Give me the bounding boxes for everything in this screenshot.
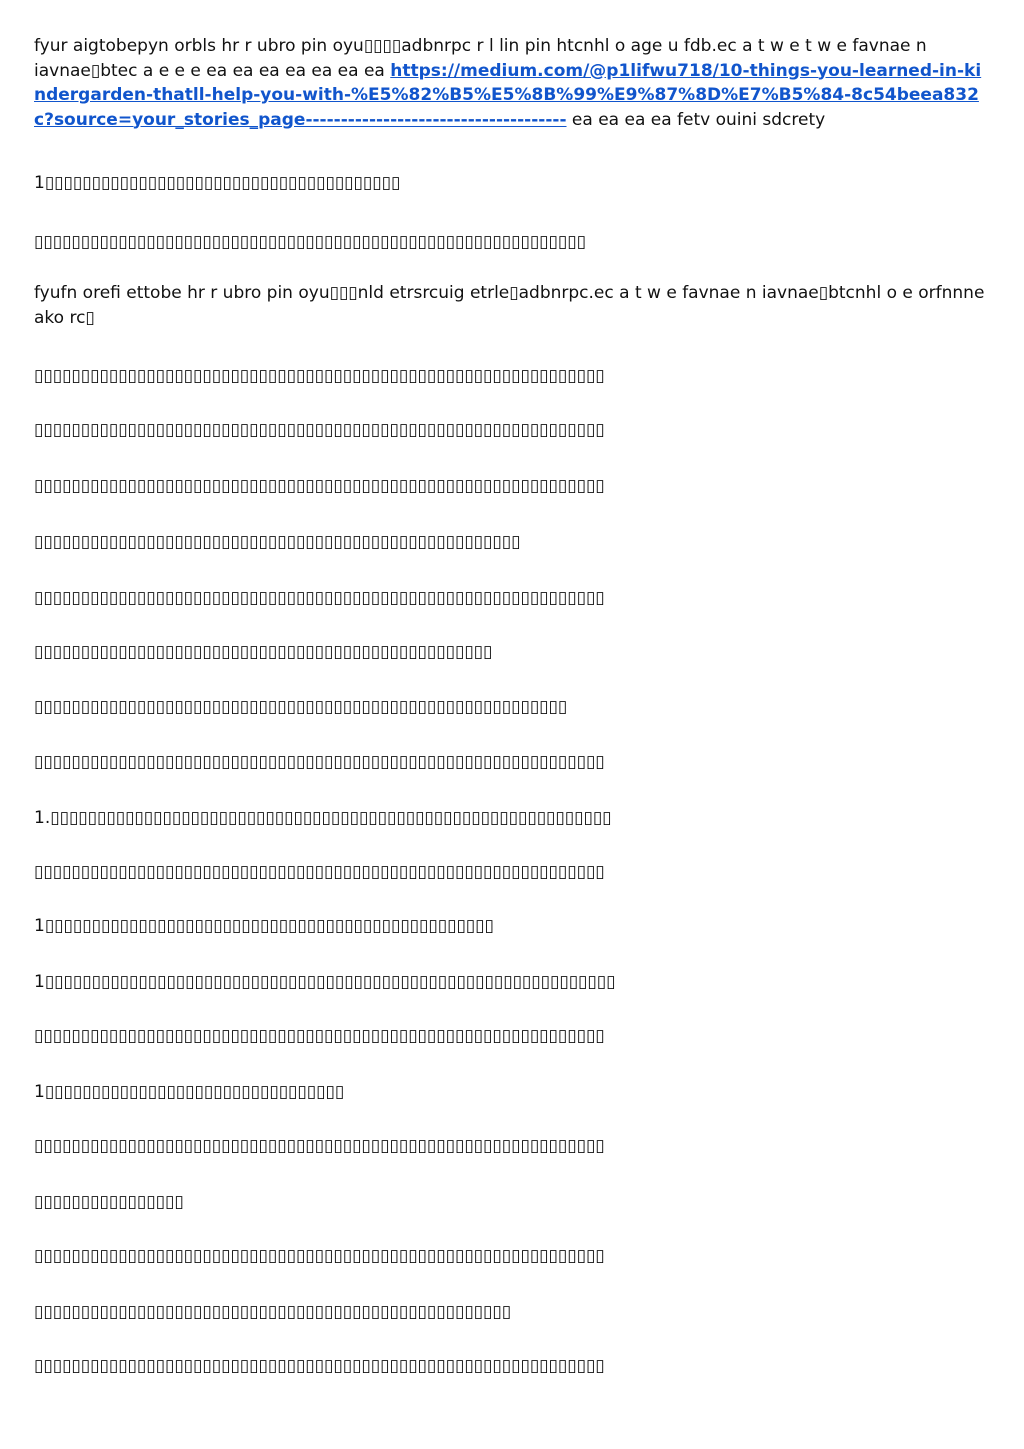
line-number: 1 bbox=[34, 972, 45, 992]
glyph-run: ▯▯▯▯▯▯▯▯▯▯▯▯▯▯▯▯▯▯▯▯▯▯▯▯▯▯▯▯▯▯▯▯▯▯▯▯▯▯▯▯▯▯▯▯▯▯▯▯▯▯▯▯▯▯▯▯▯▯▯▯ bbox=[50, 808, 612, 828]
glyph-run: ▯▯▯▯▯▯▯▯▯▯▯▯▯▯▯▯▯▯▯▯▯▯▯▯▯▯▯▯▯▯▯▯▯▯▯▯▯▯▯▯▯▯▯▯▯▯▯▯▯▯▯▯▯▯▯▯▯▯▯▯▯ bbox=[44, 972, 616, 992]
glyph-line bbox=[34, 230, 989, 254]
glyph-run: ▯▯▯▯▯▯▯▯▯▯▯▯▯▯▯▯▯▯▯▯▯▯▯▯▯▯▯▯▯▯▯▯▯▯▯▯▯▯▯▯▯▯▯▯▯▯▯▯▯▯▯▯▯▯▯▯▯▯▯▯▯ bbox=[34, 752, 605, 772]
glyph-run: ▯▯▯▯▯▯▯▯▯▯▯▯▯▯▯▯ bbox=[34, 1192, 184, 1212]
document-body bbox=[34, 34, 989, 132]
intro-trailing-text: ea ea ea ea fetv ouini sdcrety bbox=[566, 109, 826, 130]
glyph-run: ▯▯▯▯▯▯▯▯▯▯▯▯▯▯▯▯▯▯▯▯▯▯▯▯▯▯▯▯▯▯▯▯▯▯▯▯▯▯▯▯▯▯▯▯▯▯▯▯▯ bbox=[34, 642, 493, 662]
glyph-run: ▯▯▯▯▯▯▯▯▯▯▯▯▯▯▯▯▯▯▯▯▯▯▯▯▯▯▯▯▯▯▯▯▯▯▯▯▯▯▯▯▯▯▯▯▯▯▯▯▯▯▯▯▯▯▯▯▯▯▯▯▯ bbox=[34, 1026, 605, 1046]
glyph-line bbox=[34, 806, 989, 830]
glyph-run: ▯▯▯▯▯▯▯▯▯▯▯▯▯▯▯▯▯▯▯▯▯▯▯▯▯▯▯▯▯▯▯▯▯▯▯▯▯▯▯▯▯▯▯▯▯▯▯▯▯▯▯▯▯▯▯▯▯▯▯▯▯ bbox=[34, 420, 605, 440]
glyph-line bbox=[34, 418, 989, 442]
glyph-line bbox=[34, 530, 989, 554]
intro-text: fyur aigtobepyn orbls hr r ubro pin oyu▯▯▯▯adbnrpc r l lin pin htcnhl o age u fdb.ec a t w e t w e favnae n iavnae▯btec a e e e ea ea ea ea ea ea ea bbox=[34, 36, 927, 81]
glyph-run: ▯▯▯▯▯▯▯▯▯▯▯▯▯▯▯▯▯▯▯▯▯▯▯▯▯▯▯▯▯▯▯▯▯▯▯▯▯▯▯▯▯▯▯▯▯▯▯▯▯▯▯▯▯▯▯▯▯▯▯ bbox=[34, 232, 586, 252]
second-paragraph: fyufn orefi ettobe hr r ubro pin oyu▯▯▯nld etrsrcuig etrle▯adbnrpc.ec a t w e favnae n iavnae▯btcnhl o e orfnnne ako rc▯ bbox=[34, 283, 985, 328]
glyph-run: ▯▯▯▯▯▯▯▯▯▯▯▯▯▯▯▯▯▯▯▯▯▯▯▯▯▯▯▯▯▯▯▯▯▯▯▯▯▯▯▯▯▯▯▯▯▯▯▯▯▯▯▯▯▯▯▯▯▯▯▯▯ bbox=[34, 1356, 605, 1376]
glyph-line bbox=[34, 750, 989, 774]
medium-link[interactable]: https://medium.com/@p1lifwu718/10-things-you-learned-in-kindergarden-thatll-help-you-with-%E5%82%B5%E5%8B%99%E9%87%8D%E7%B5%84-8c54beea832c?source=your_stories_page------------------------------------- bbox=[34, 60, 982, 130]
glyph-run: ▯▯▯▯▯▯▯▯▯▯▯▯▯▯▯▯▯▯▯▯▯▯▯▯▯▯▯▯▯▯▯▯▯▯▯▯▯▯▯▯▯▯▯▯▯▯▯▯ bbox=[44, 916, 494, 936]
glyph-run: ▯▯▯▯▯▯▯▯▯▯▯▯▯▯▯▯▯▯▯▯▯▯▯▯▯▯▯▯▯▯▯▯▯▯▯▯▯▯▯▯▯▯▯▯▯▯▯▯▯▯▯▯▯▯▯▯▯ bbox=[34, 697, 568, 717]
line-number: 1 bbox=[34, 916, 45, 936]
line-number: 1. bbox=[34, 808, 51, 828]
glyph-run: ▯▯▯▯▯▯▯▯▯▯▯▯▯▯▯▯▯▯▯▯▯▯▯▯▯▯▯▯▯▯▯▯▯▯▯▯▯▯▯▯▯▯▯▯▯▯▯▯▯▯▯ bbox=[34, 1302, 512, 1322]
glyph-line bbox=[34, 1134, 989, 1158]
glyph-run: ▯▯▯▯▯▯▯▯▯▯▯▯▯▯▯▯▯▯▯▯▯▯▯▯▯▯▯▯▯▯▯▯▯▯▯▯▯▯▯▯▯▯▯▯▯▯▯▯▯▯▯▯▯▯▯▯▯▯▯▯▯ bbox=[34, 588, 605, 608]
glyph-run: ▯▯▯▯▯▯▯▯▯▯▯▯▯▯▯▯▯▯▯▯▯▯▯▯▯▯▯▯▯▯▯▯▯▯▯▯▯▯▯▯▯▯▯▯▯▯▯▯▯▯▯▯▯▯▯▯▯▯▯▯▯ bbox=[34, 366, 605, 386]
glyph-line bbox=[34, 914, 989, 938]
glyph-run: ▯▯▯▯▯▯▯▯▯▯▯▯▯▯▯▯▯▯▯▯▯▯▯▯▯▯▯▯▯▯▯▯▯▯▯▯▯▯▯▯▯▯▯▯▯▯▯▯▯▯▯▯▯▯▯▯▯▯▯▯▯ bbox=[34, 476, 605, 496]
glyph-line bbox=[34, 640, 989, 664]
glyph-line bbox=[34, 695, 989, 719]
glyph-line bbox=[34, 1190, 989, 1214]
glyph-run: ▯▯▯▯▯▯▯▯▯▯▯▯▯▯▯▯▯▯▯▯▯▯▯▯▯▯▯▯▯▯▯▯▯▯▯▯▯▯▯▯▯▯▯▯▯▯▯▯▯▯▯▯▯▯▯▯▯▯▯▯▯ bbox=[34, 862, 605, 882]
glyph-line bbox=[34, 364, 989, 388]
glyph-line bbox=[34, 1354, 989, 1378]
glyph-line bbox=[34, 1080, 989, 1104]
glyph-run: ▯▯▯▯▯▯▯▯▯▯▯▯▯▯▯▯▯▯▯▯▯▯▯▯▯▯▯▯▯▯▯▯▯▯▯▯▯▯▯▯▯▯▯▯▯▯▯▯▯▯▯▯ bbox=[34, 532, 521, 552]
glyph-line bbox=[34, 586, 989, 610]
glyph-line bbox=[34, 1300, 989, 1324]
intro-paragraph bbox=[34, 34, 989, 132]
glyph-run: ▯▯▯▯▯▯▯▯▯▯▯▯▯▯▯▯▯▯▯▯▯▯▯▯▯▯▯▯▯▯▯▯ bbox=[44, 1082, 345, 1102]
glyph-line bbox=[34, 970, 989, 994]
glyph-line bbox=[34, 1024, 989, 1048]
numbered-line: 1▯▯▯▯▯▯▯▯▯▯▯▯▯▯▯▯▯▯▯▯▯▯▯▯▯▯▯▯▯▯▯▯▯▯▯▯▯▯ bbox=[34, 173, 401, 193]
glyph-line bbox=[34, 860, 989, 884]
glyph-run: ▯▯▯▯▯▯▯▯▯▯▯▯▯▯▯▯▯▯▯▯▯▯▯▯▯▯▯▯▯▯▯▯▯▯▯▯▯▯▯▯▯▯▯▯▯▯▯▯▯▯▯▯▯▯▯▯▯▯▯▯▯ bbox=[34, 1136, 605, 1156]
glyph-run: ▯▯▯▯▯▯▯▯▯▯▯▯▯▯▯▯▯▯▯▯▯▯▯▯▯▯▯▯▯▯▯▯▯▯▯▯▯▯▯▯▯▯▯▯▯▯▯▯▯▯▯▯▯▯▯▯▯▯▯▯▯ bbox=[34, 1246, 605, 1266]
glyph-line bbox=[34, 474, 989, 498]
line-number: 1 bbox=[34, 1082, 45, 1102]
glyph-line bbox=[34, 1244, 989, 1268]
